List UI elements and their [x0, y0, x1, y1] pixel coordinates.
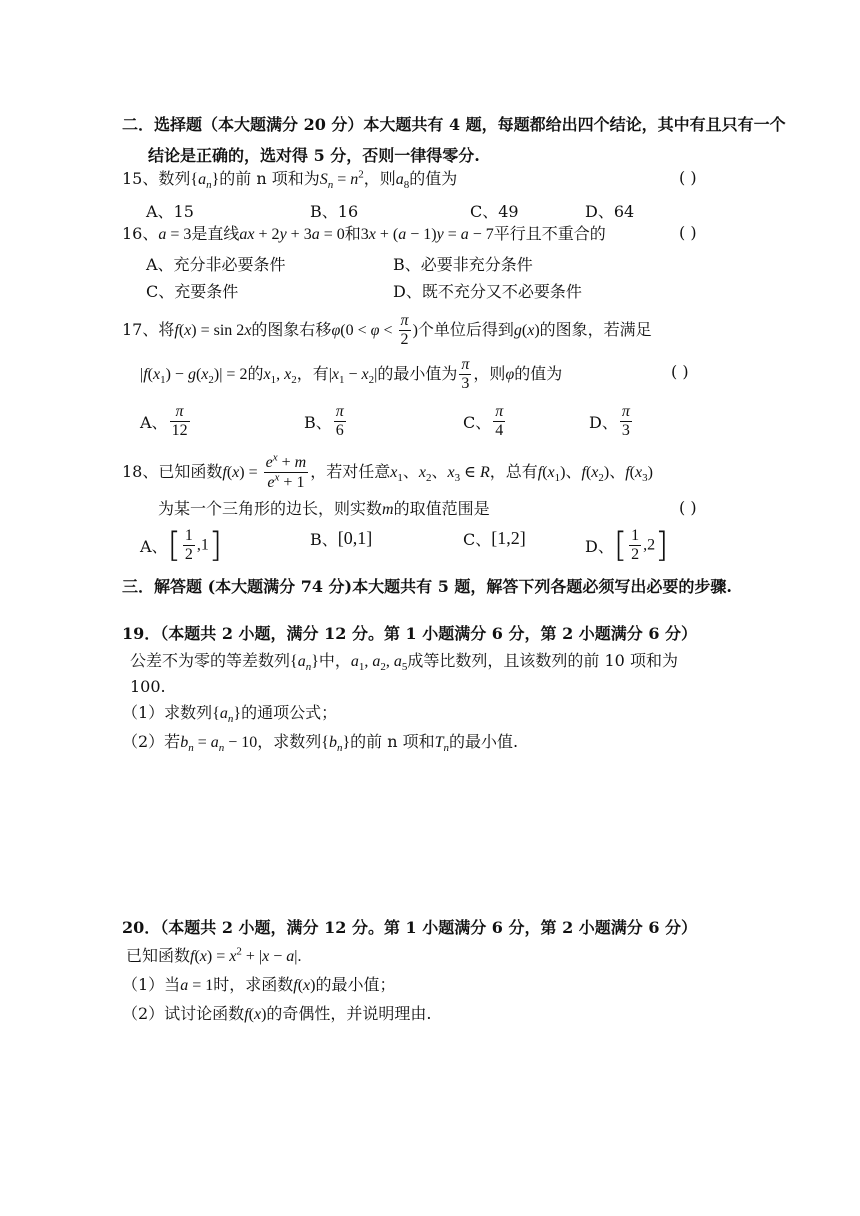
- question-19-part-1: （1）求数列$\{a_n\}$的通项公式；: [122, 703, 338, 726]
- q16-option-b: B、必要非充分条件: [393, 255, 533, 274]
- question-19-header: 19．（本题共 2 小题，满分 12 分。第 1 小题满分 6 分，第 2 小题满分 6 分）: [122, 624, 698, 643]
- answer-paren-15: ( ): [679, 168, 697, 187]
- question-16: 16、a = 3是直线ax + 2y + 3a = 0和3x + (a − 1)y = a − 7平行且不重合的: [122, 224, 606, 243]
- q16-option-c: C、充要条件: [146, 282, 239, 301]
- q18-option-a: A、[ $\frac{1}{2}$ ,1]: [140, 525, 223, 566]
- question-18: 18、已知函数f(x) = $\frac{e^x + m}{e^x + 1}$ ，若对任意$x_1$、$x_2$、$x_3$ ∈ R，总有$f(x_1)$、$f(x_2)$、$f(x_3)$: [122, 451, 653, 491]
- q15-option-c: C、49: [470, 202, 519, 221]
- question-20-part-1: （1）当a = 1时，求函数f(x)的最小值；: [122, 975, 396, 994]
- question-18-line2: 为某一个三角形的边长，则实数m的取值范围是: [158, 499, 490, 518]
- section-3-title: 三．解答题 (本大题满分 74 分)本大题共有 5 题，解答下列各题必须写出必要的步骤.: [122, 577, 732, 596]
- q18-option-c: C、[1,2]: [463, 528, 526, 549]
- q18-option-b: B、[0,1]: [310, 528, 373, 549]
- question-20-text: 已知函数$f(x) = x^2 + |x - a|$.: [126, 945, 302, 965]
- answer-paren-17: ( ): [671, 362, 689, 381]
- q15-option-b: B、16: [310, 202, 359, 221]
- section-2-title: 二．选择题（本大题满分 20 分）本大题共有 4 题，每题都给出四个结论，其中有且只有一个: [122, 115, 786, 134]
- q15-option-d: D、64: [585, 202, 635, 221]
- question-15: 15、数列$\{a_n\}$的前 n 项和为$S_n = n^2$，则$a_8$的值为: [122, 168, 458, 192]
- q16-option-a: A、充分非必要条件: [146, 255, 286, 274]
- question-20-part-2: （2）试讨论函数f(x)的奇偶性，并说明理由.: [122, 1004, 432, 1023]
- section-2-title-line2: 结论是正确的，选对得 5 分，否则一律得零分.: [148, 146, 480, 165]
- q17-option-a: A、 $\frac{\pi}{12}$: [140, 403, 188, 439]
- q16-option-d: D、既不充分又不必要条件: [393, 282, 582, 301]
- answer-paren-16: ( ): [679, 223, 697, 242]
- question-19-text-line2: 100.: [130, 677, 166, 696]
- question-17: 17、将f(x) = sin 2x的图象右移φ(0 < φ < $\frac{\pi}{2}$ )个单位后得到g(x)的图象，若满足: [122, 312, 652, 348]
- question-17-line2: $|f(x_1) - g(x_2)| = 2$的$x_1$, $x_2$，有$|x_1 - x_2|$的最小值为 $\frac{\pi}{3}$ ，则φ的值为: [140, 356, 563, 392]
- question-19-text: 公差不为零的等差数列$\{a_n\}$中，$a_1$, $a_2$, $a_5$成等比数列，且该数列的前 10 项和为: [130, 651, 678, 674]
- q17-option-c: C、 $\frac{\pi}{4}$: [463, 403, 504, 439]
- question-19-part-2: （2）若$b_n = a_n - 10$，求数列$\{b_n\}$的前 n 项和$T_n$的最小值.: [122, 732, 519, 755]
- q15-option-a: A、15: [146, 202, 194, 221]
- question-20-header: 20．（本题共 2 小题，满分 12 分。第 1 小题满分 6 分，第 2 小题满分 6 分）: [122, 918, 698, 937]
- answer-paren-18: ( ): [679, 498, 697, 517]
- q17-option-b: B、 $\frac{\pi}{6}$: [304, 403, 344, 439]
- q18-option-d: D、[ $\frac{1}{2}$ ,2]: [585, 525, 669, 566]
- q17-option-d: D、 $\frac{\pi}{3}$: [589, 403, 630, 439]
